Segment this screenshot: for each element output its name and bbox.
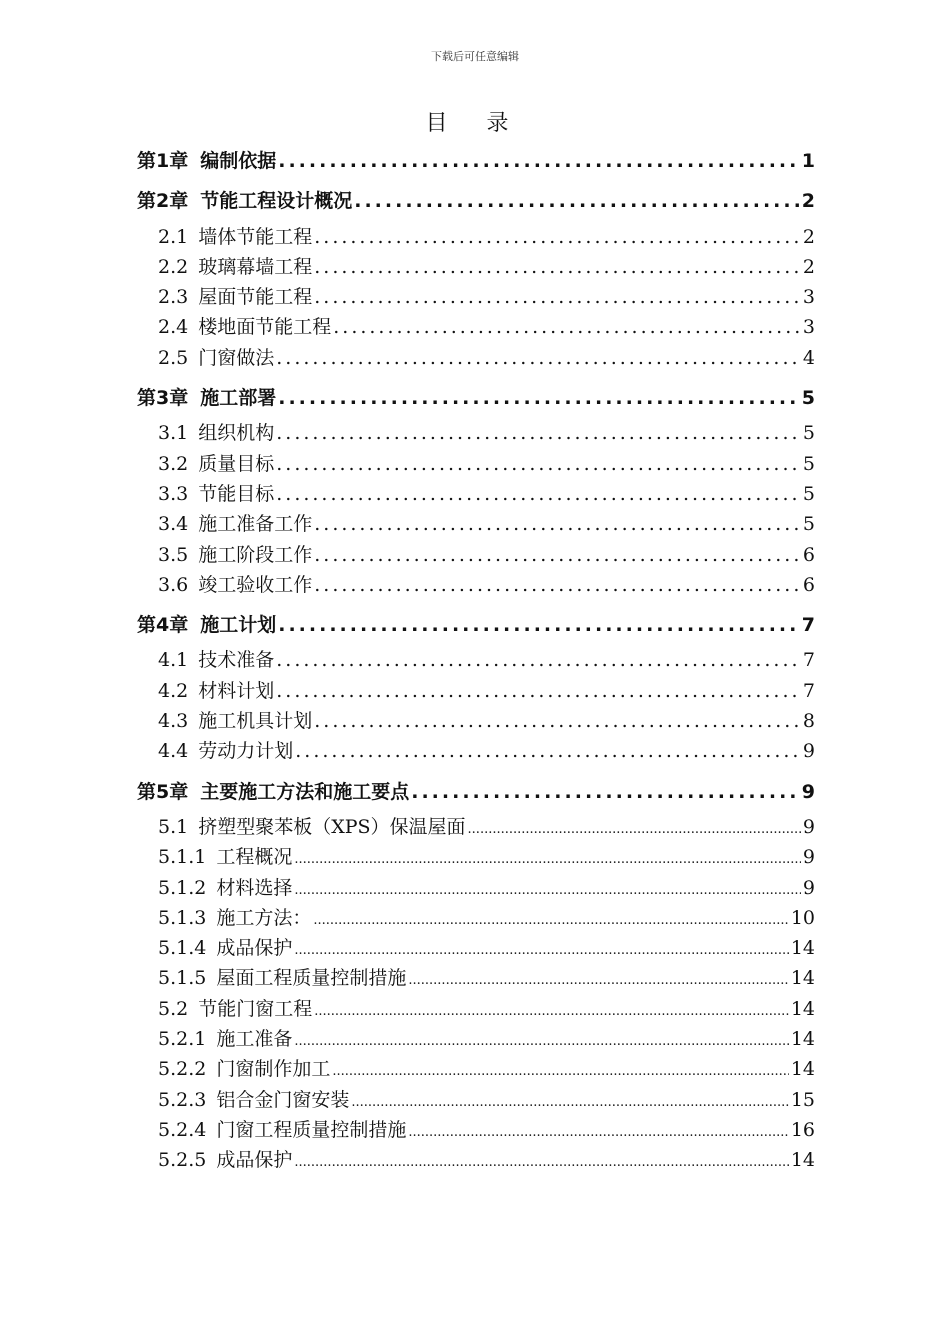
toc-entry-page: 7 <box>802 649 815 672</box>
toc-entry-label: 施工计划 <box>200 614 277 637</box>
toc-entry-page: 2 <box>802 255 815 278</box>
toc-entry[interactable] <box>137 570 815 600</box>
toc-entry[interactable] <box>137 873 815 903</box>
toc-entry-page: 5 <box>802 452 815 475</box>
toc-dot-leader <box>278 383 800 413</box>
toc-entry-page: 2 <box>801 190 815 213</box>
toc-dot-leader <box>314 997 789 1027</box>
toc-entry[interactable] <box>137 509 815 539</box>
toc-dot-leader <box>294 1148 788 1178</box>
toc-entry[interactable] <box>137 282 815 312</box>
toc-entry-number: 第5章 <box>137 780 189 803</box>
toc-dot-leader <box>314 252 801 282</box>
toc-dot-leader <box>276 418 801 448</box>
toc-entry-number: 5.1.4 <box>158 937 207 960</box>
toc-title: 目 录 <box>425 111 525 136</box>
toc-entry-page: 2 <box>802 225 815 248</box>
toc-entry-page: 14 <box>790 997 815 1020</box>
toc-entry-page: 5 <box>802 482 815 505</box>
toc-entry-label: 楼地面节能工程 <box>198 316 332 339</box>
toc-entry-number: 5.1.1 <box>158 846 207 869</box>
toc-entry-page: 10 <box>790 906 815 929</box>
toc-entry-number: 3.3 <box>158 482 189 505</box>
toc-dot-leader <box>313 906 788 936</box>
toc-entry-number: 3.6 <box>158 573 189 596</box>
toc-dot-leader <box>408 966 788 996</box>
toc-entry-page: 9 <box>802 876 815 899</box>
toc-entry-label: 玻璃幕墙工程 <box>198 255 313 278</box>
toc-entry-number: 4.2 <box>158 679 189 702</box>
toc-entry-label: 主要施工方法和施工要点 <box>200 780 410 803</box>
toc-entry-number: 5.2.4 <box>158 1118 207 1141</box>
toc-dot-leader <box>314 570 801 600</box>
toc-dot-leader <box>314 222 801 252</box>
toc-entry[interactable] <box>137 842 815 872</box>
toc-dot-leader <box>351 1088 788 1118</box>
toc-entry[interactable] <box>137 777 815 807</box>
toc-entry-label: 组织机构 <box>198 422 275 445</box>
toc-entry[interactable] <box>137 645 815 675</box>
toc-entry-number: 5.2.2 <box>158 1058 207 1081</box>
toc-entry[interactable] <box>137 540 815 570</box>
toc-entry-label: 成品保护 <box>216 1149 293 1172</box>
toc-entry-page: 7 <box>802 679 815 702</box>
toc-entry[interactable] <box>137 903 815 933</box>
toc-entry-label: 工程概况 <box>216 846 293 869</box>
toc-entry-number: 第4章 <box>137 614 189 637</box>
toc-entry-number: 3.5 <box>158 543 189 566</box>
toc-entry-number: 3.4 <box>158 513 189 536</box>
toc-entry-number: 2.3 <box>158 286 189 309</box>
toc-entry-page: 1 <box>801 150 815 172</box>
toc-entry-page: 15 <box>790 1088 815 1111</box>
toc-entry-label: 材料计划 <box>198 679 275 702</box>
toc-entry-number: 5.2.5 <box>158 1149 207 1172</box>
toc-entry-label: 施工阶段工作 <box>198 543 313 566</box>
toc-entry[interactable] <box>137 736 815 766</box>
toc-entry-label: 质量目标 <box>198 452 275 475</box>
toc-dot-leader <box>333 312 801 342</box>
toc-entry-number: 5.2.3 <box>158 1088 207 1111</box>
toc-entry-label: 施工准备 <box>216 1028 293 1051</box>
toc-dot-leader <box>276 449 801 479</box>
toc-entry-label: 成品保护 <box>216 937 293 960</box>
toc-entry-number: 2.2 <box>158 255 189 278</box>
toc-entry[interactable] <box>137 343 815 373</box>
toc-dot-leader <box>332 1057 788 1087</box>
toc-dot-leader <box>314 509 801 539</box>
toc-entry-number: 第2章 <box>137 190 189 213</box>
toc-entry[interactable] <box>137 706 815 736</box>
toc-entry-label: 材料选择 <box>216 876 293 899</box>
toc-entry[interactable] <box>137 222 815 252</box>
toc-entry-label: 屋面工程质量控制措施 <box>216 967 407 990</box>
toc-entry-number: 3.1 <box>158 422 189 445</box>
toc-entry-page: 3 <box>802 286 815 309</box>
toc-entry-number: 3.2 <box>158 452 189 475</box>
toc-entry[interactable] <box>137 1085 815 1115</box>
toc-dot-leader <box>468 815 801 845</box>
toc-entry-page: 6 <box>802 543 815 566</box>
toc-entry-page: 5 <box>802 422 815 445</box>
toc-entry-number: 5.1.2 <box>158 876 207 899</box>
toc-entry-label: 门窗工程质量控制措施 <box>216 1118 407 1141</box>
toc-entry-number: 第3章 <box>137 387 189 410</box>
toc-entry-number: 4.4 <box>158 740 189 763</box>
toc-entry-page: 4 <box>802 346 815 369</box>
toc-entry[interactable] <box>137 312 815 342</box>
toc-entry-page: 14 <box>790 1149 815 1172</box>
toc-entry-page: 9 <box>802 740 815 763</box>
toc-entry[interactable] <box>137 479 815 509</box>
toc-entry-label: 节能门窗工程 <box>198 997 313 1020</box>
toc-entry-number: 2.4 <box>158 316 189 339</box>
toc-entry-label: 劳动力计划 <box>198 740 294 763</box>
toc-entry-page: 6 <box>802 573 815 596</box>
toc-dot-leader <box>276 343 801 373</box>
toc-dot-leader <box>276 479 801 509</box>
toc-dot-leader <box>278 610 800 640</box>
toc-entry[interactable] <box>137 1024 815 1054</box>
toc-entry[interactable] <box>137 994 815 1024</box>
toc-entry-label: 施工方法： <box>216 906 312 929</box>
toc-entry-label: 施工部署 <box>200 387 277 410</box>
toc-entry-page: 7 <box>801 614 815 637</box>
toc-entry-label: 节能工程设计概况 <box>200 190 353 213</box>
toc-entry-label: 门窗做法 <box>198 346 275 369</box>
toc-entry-page: 14 <box>790 937 815 960</box>
toc-entry-label: 编制依据 <box>200 150 277 172</box>
toc-dot-leader <box>411 777 800 807</box>
toc-entry[interactable] <box>137 146 815 176</box>
toc-entry-page: 9 <box>801 780 815 803</box>
toc-entry-label: 技术准备 <box>198 649 275 672</box>
toc-dot-leader <box>295 736 801 766</box>
toc-entry-label: 挤塑型聚苯板（XPS）保温屋面 <box>198 815 466 838</box>
toc-entry-number: 5.2.1 <box>158 1028 207 1051</box>
toc-entry-page: 9 <box>802 846 815 869</box>
toc-dot-leader <box>294 876 801 906</box>
toc-entry-label: 施工准备工作 <box>198 513 313 536</box>
toc-entry-number: 5.1 <box>158 815 189 838</box>
toc-entry[interactable] <box>137 418 815 448</box>
toc-entry[interactable] <box>137 186 815 216</box>
toc-entry-number: 5.2 <box>158 997 189 1020</box>
toc-dot-leader <box>314 706 801 736</box>
toc-entry[interactable] <box>137 1054 815 1084</box>
toc-entry-number: 第1章 <box>137 150 189 172</box>
toc-entry[interactable] <box>137 1115 815 1145</box>
toc-entry-number: 2.5 <box>158 346 189 369</box>
toc-entry-label: 竣工验收工作 <box>198 573 313 596</box>
toc-dot-leader <box>276 676 801 706</box>
toc-entry-page: 9 <box>802 815 815 838</box>
toc-entry[interactable] <box>137 383 815 413</box>
toc-entry-label: 门窗制作加工 <box>216 1058 331 1081</box>
toc-dot-leader <box>408 1118 788 1148</box>
toc-entry[interactable] <box>137 252 815 282</box>
toc-entry-label: 铝合金门窗安装 <box>216 1088 350 1111</box>
toc-entry[interactable] <box>137 449 815 479</box>
toc-dot-leader <box>294 936 788 966</box>
toc-entry-page: 14 <box>790 967 815 990</box>
toc-entry-number: 2.1 <box>158 225 189 248</box>
toc-entry-page: 14 <box>790 1028 815 1051</box>
toc-entry-label: 节能目标 <box>198 482 275 505</box>
toc-entry-label: 屋面节能工程 <box>198 286 313 309</box>
toc-entry-label: 墙体节能工程 <box>198 225 313 248</box>
toc-entry-number: 4.3 <box>158 710 189 733</box>
toc-entry[interactable] <box>137 963 815 993</box>
toc-entry[interactable] <box>137 610 815 640</box>
toc-dot-leader <box>294 1027 788 1057</box>
toc-entry[interactable] <box>137 933 815 963</box>
toc-entry-page: 5 <box>801 387 815 410</box>
toc-entry-number: 5.1.5 <box>158 967 207 990</box>
toc-entry-page: 5 <box>802 513 815 536</box>
toc-entry[interactable] <box>137 676 815 706</box>
toc-dot-leader <box>354 186 800 216</box>
table-of-contents <box>137 146 815 1176</box>
toc-dot-leader <box>314 540 801 570</box>
toc-entry-number: 4.1 <box>158 649 189 672</box>
toc-dot-leader <box>314 282 801 312</box>
toc-dot-leader <box>294 845 801 875</box>
toc-entry-label: 施工机具计划 <box>198 710 313 733</box>
toc-entry-page: 14 <box>790 1058 815 1081</box>
toc-dot-leader <box>276 645 801 675</box>
toc-entry-page: 3 <box>802 316 815 339</box>
toc-entry[interactable] <box>137 1145 815 1175</box>
toc-entry-number: 5.1.3 <box>158 906 207 929</box>
toc-entry[interactable] <box>137 812 815 842</box>
page-header: 下载后可任意编辑 <box>431 50 519 63</box>
toc-entry-page: 16 <box>790 1118 815 1141</box>
toc-entry-page: 8 <box>802 710 815 733</box>
toc-dot-leader <box>278 146 800 176</box>
